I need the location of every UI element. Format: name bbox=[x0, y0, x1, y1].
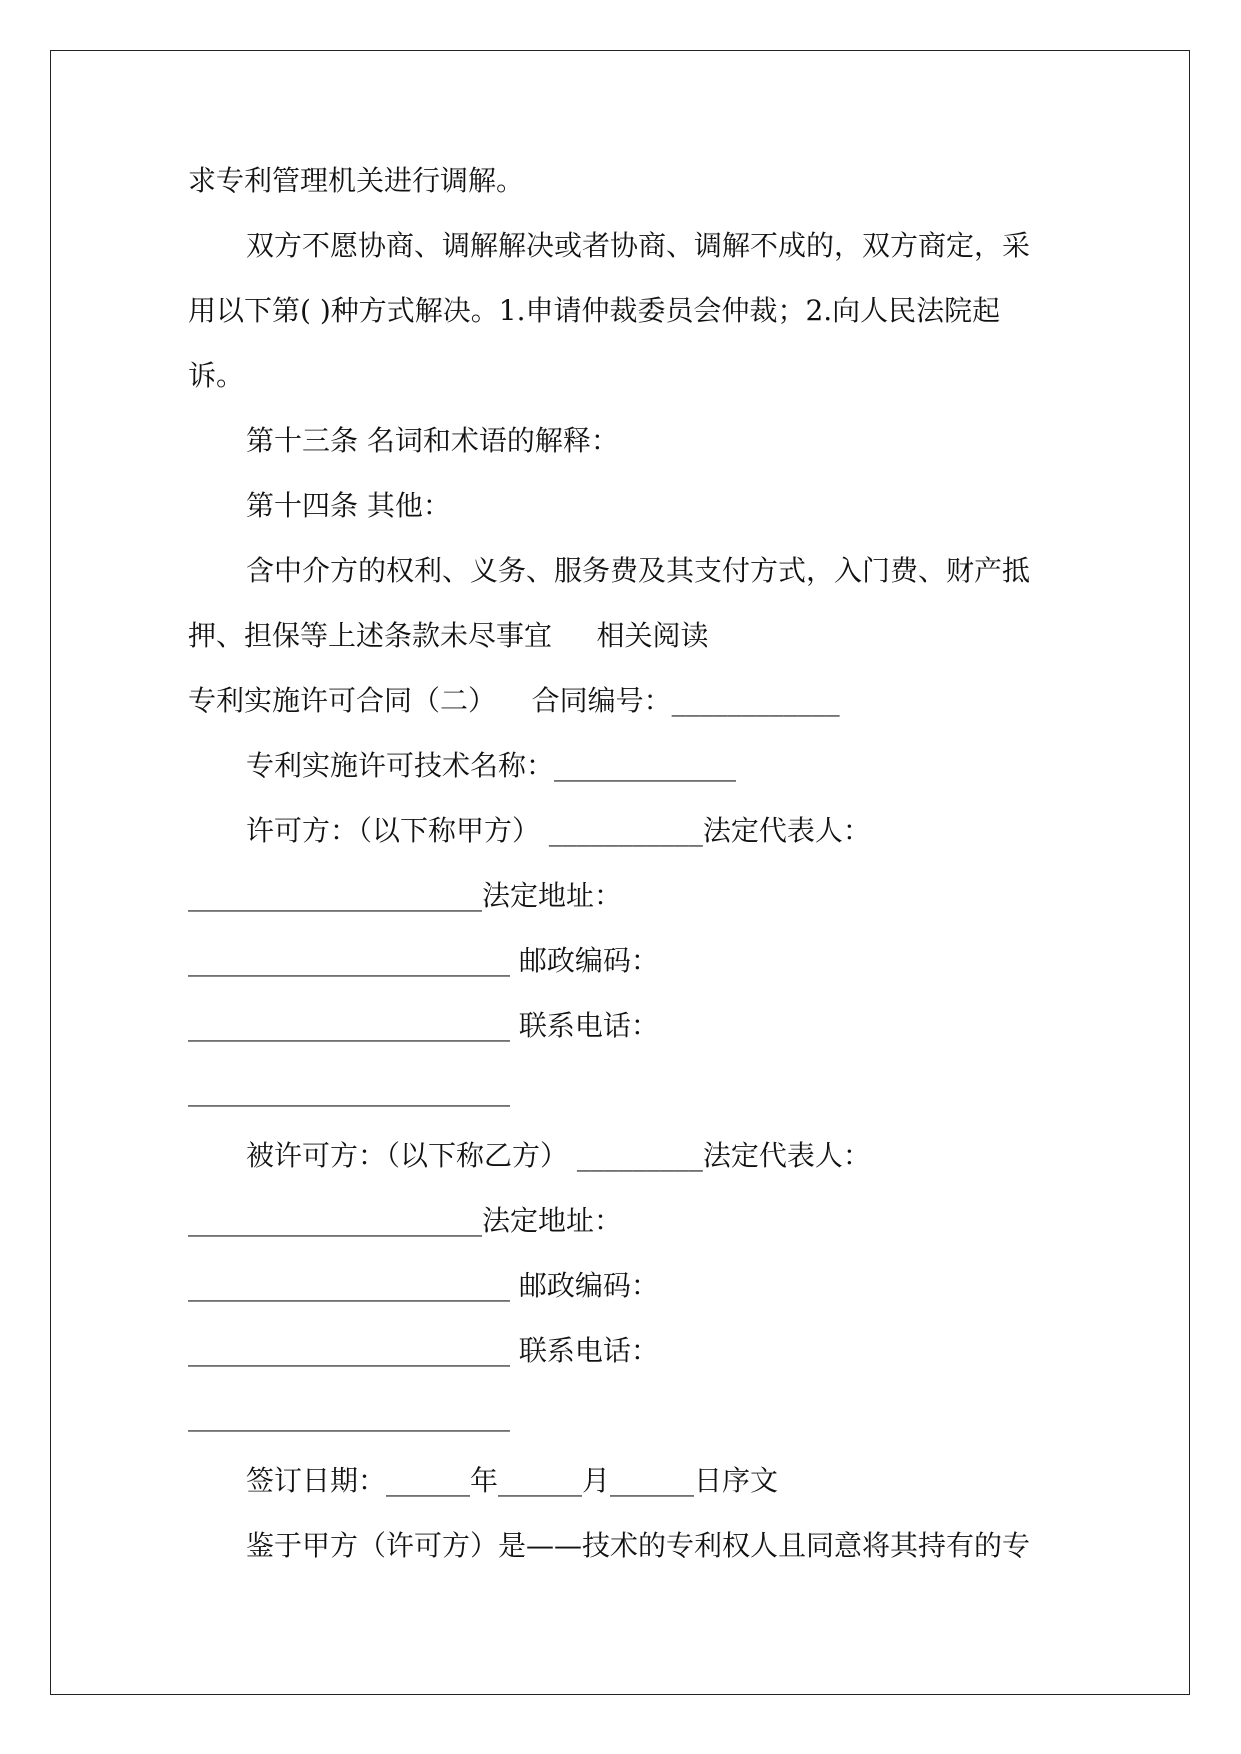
form-field-line: _____________________法定地址： bbox=[188, 879, 623, 912]
form-field-line: _______________________ bbox=[188, 1074, 510, 1107]
form-field-line: _______________________ 邮政编码： bbox=[188, 944, 659, 977]
form-field-line: _______________________ 联系电话： bbox=[188, 1334, 659, 1367]
form-field-line: 专利实施许可技术名称：_____________ bbox=[246, 749, 737, 782]
text-line: 双方不愿协商、调解解决或者协商、调解不成的，双方商定，采 bbox=[246, 229, 1031, 262]
form-field-line: _______________________ bbox=[188, 1399, 510, 1432]
document-body bbox=[188, 155, 1058, 1585]
article-heading: 第十四条 其他： bbox=[246, 489, 451, 522]
text-line: 诉。 bbox=[188, 359, 245, 392]
form-field-line: _______________________ 联系电话： bbox=[188, 1009, 659, 1042]
text-line: 求专利管理机关进行调解。 bbox=[188, 164, 525, 197]
signing-date-line: 签订日期：______年______月______日序文 bbox=[246, 1464, 779, 1497]
text-line: 含中介方的权利、义务、服务费及其支付方式，入门费、财产抵 bbox=[246, 554, 1031, 587]
article-heading: 第十三条 名词和术语的解释： bbox=[246, 424, 619, 457]
text-line: 用以下第( )种方式解决。1.申请仲裁委员会仲裁；2.向人民法院起 bbox=[188, 294, 1001, 327]
form-field-line: _______________________ 邮政编码： bbox=[188, 1269, 659, 1302]
form-field-line: 被许可方：（以下称乙方） _________法定代表人： bbox=[246, 1139, 871, 1172]
contract-title: 专利实施许可合同（二） 合同编号：____________ bbox=[188, 684, 840, 717]
form-field-line: 许可方：（以下称甲方） ___________法定代表人： bbox=[246, 814, 871, 847]
text-line: 押、担保等上述条款未尽事宜 相关阅读 bbox=[188, 619, 709, 652]
form-field-line: _____________________法定地址： bbox=[188, 1204, 623, 1237]
text-line: 鉴于甲方（许可方）是——技术的专利权人且同意将其持有的专 bbox=[246, 1529, 1031, 1562]
